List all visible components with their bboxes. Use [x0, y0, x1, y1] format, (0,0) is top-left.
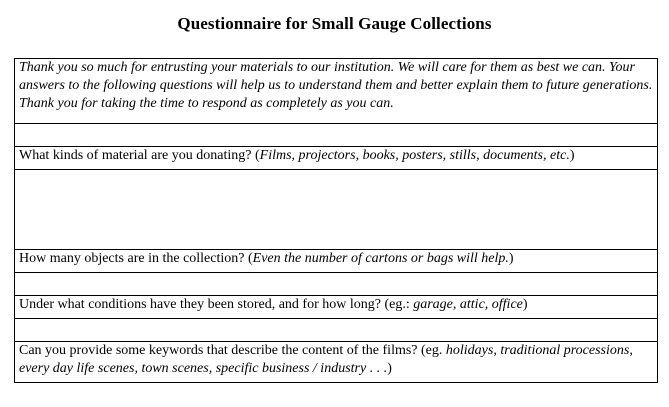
question-material-types	[15, 147, 658, 170]
question-close: )	[522, 297, 528, 312]
question-close: )	[387, 361, 392, 376]
question-text: What kinds of material are you donating? (	[19, 148, 260, 163]
answer-object-count[interactable]	[15, 273, 658, 296]
question-hint: Even the number of cartons or bags will help.	[252, 251, 509, 266]
intro-row	[15, 59, 658, 124]
question-storage-conditions	[15, 296, 658, 319]
question-row	[15, 296, 658, 319]
intro-text: Thank you so much for entrusting your materials to our institution. We will care for them as best we can. Your answers to the following questions will help us to understand them and better explain them to future generations. Thank you for taking the time to respond as completely as you can.	[15, 59, 658, 124]
question-object-count	[15, 250, 658, 273]
question-text: Under what conditions have they been stored, and for how long? (eg.:	[19, 297, 414, 312]
question-row	[15, 250, 658, 273]
answer-row	[15, 273, 658, 296]
question-row	[15, 147, 658, 170]
answer-storage-conditions[interactable]	[15, 319, 658, 342]
page-title: Questionnaire for Small Gauge Collections	[177, 14, 492, 33]
answer-row	[15, 170, 658, 250]
question-text: How many objects are in the collection? (	[19, 251, 253, 266]
blank-line[interactable]	[15, 124, 658, 147]
questionnaire-table	[14, 58, 658, 383]
answer-row	[15, 319, 658, 342]
answer-material-types[interactable]	[15, 170, 658, 250]
question-hint: garage, attic, office	[413, 297, 523, 312]
question-hint: Films, projectors, books, posters, stills, documents, etc.	[259, 148, 570, 163]
question-row	[15, 342, 658, 383]
question-close: )	[508, 251, 514, 266]
question-close: )	[569, 148, 575, 163]
question-keywords	[15, 342, 658, 383]
question-text: Can you provide some keywords that describe the content of the films? (eg.	[19, 343, 446, 358]
answer-row	[15, 124, 658, 147]
question-hint: holidays, traditional processions, every day life scenes, town scenes, specific business / industry . . .	[19, 343, 633, 376]
